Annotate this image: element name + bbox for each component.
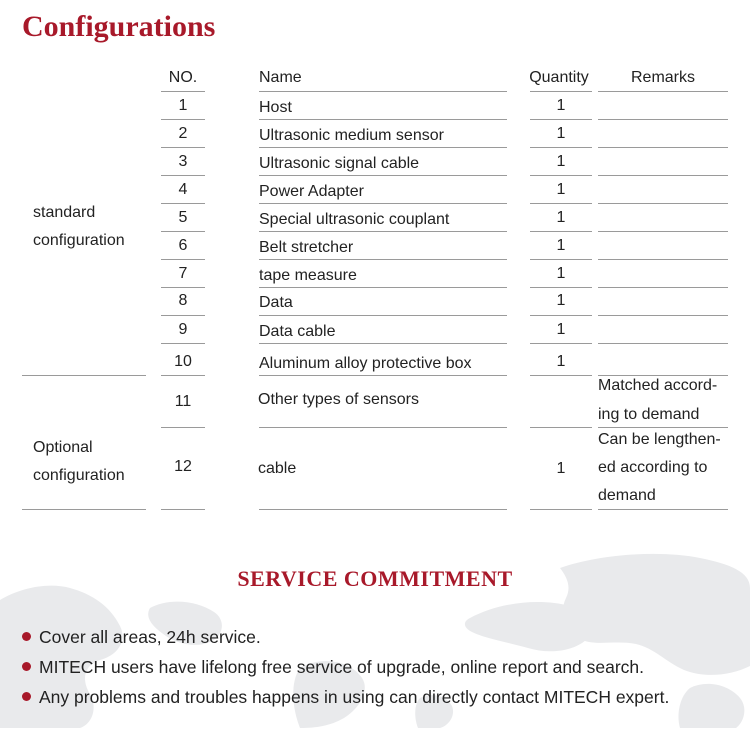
table-rule [259,375,507,376]
table-rule [598,509,728,510]
row-name: Ultrasonic medium sensor [259,127,444,144]
row-name: Host [259,99,292,116]
row-number: 6 [178,237,188,254]
row-name: Data cable [259,323,336,340]
table-rule [259,343,507,344]
table-rule [259,91,507,92]
table-rule [161,259,205,260]
row-remarks-line: demand [598,487,656,504]
table-rule [161,231,205,232]
row-remarks-line: Can be lengthen- [598,431,721,448]
bullet-icon [22,632,31,641]
table-rule [598,147,728,148]
row-name: Special ultrasonic couplant [259,211,450,228]
table-rule [530,287,592,288]
table-rule [530,147,592,148]
row-name: Other types of sensors [258,391,419,408]
table-rule [598,315,728,316]
table-rule [530,203,592,204]
row-number: 1 [178,97,188,114]
bullet-icon [22,692,31,701]
table-rule [530,375,592,376]
table-rule [598,343,728,344]
table-rule [259,175,507,176]
table-rule [598,259,728,260]
table-rule [530,175,592,176]
group-divider [22,375,146,376]
table-rule [161,427,205,428]
header-quantity: Quantity [529,69,589,86]
row-number: 3 [178,153,188,170]
service-item: Any problems and troubles happens in using can directly contact MITECH expert. [22,686,669,708]
table-rule [259,259,507,260]
row-number: 10 [174,353,192,370]
row-number: 11 [174,393,192,410]
row-quantity: 1 [556,125,566,142]
table-rule [530,315,592,316]
row-name: tape measure [259,267,357,284]
group-divider [22,509,146,510]
row-quantity: 1 [556,153,566,170]
table-rule [530,343,592,344]
row-name: Data [259,294,293,311]
group-standard-line2: configuration [33,232,125,249]
row-name: cable [258,460,297,477]
row-quantity: 1 [556,237,566,254]
table-rule [161,175,205,176]
table-rule [259,287,507,288]
table-rule [598,91,728,92]
service-title: SERVICE COMMITMENT [237,566,513,591]
row-quantity: 1 [556,321,566,338]
group-optional-line2: configuration [33,467,125,484]
table-rule [259,427,507,428]
table-rule [598,175,728,176]
row-quantity: 1 [556,292,566,309]
table-rule [530,231,592,232]
header-name: Name [259,69,302,86]
row-name: Power Adapter [259,183,364,200]
row-name: Ultrasonic signal cable [259,155,420,172]
row-number: 12 [174,458,192,475]
table-rule [598,203,728,204]
table-rule [161,509,205,510]
table-rule [530,259,592,260]
table-rule [530,509,592,510]
row-number: 2 [178,125,188,142]
page-title: Configurations [22,10,216,43]
table-rule [530,119,592,120]
table-rule [598,231,728,232]
table-rule [259,315,507,316]
row-quantity: 1 [556,97,566,114]
row-number: 8 [178,292,188,309]
table-rule [598,119,728,120]
row-quantity: 1 [556,265,566,282]
service-item: MITECH users have lifelong free service of upgrade, online report and search. [22,656,644,678]
table-rule [598,427,728,428]
service-item: Cover all areas, 24h service. [22,626,261,648]
table-rule [161,119,205,120]
table-rule [259,119,507,120]
table-rule [161,147,205,148]
row-remarks-line: Matched accord- [598,377,718,394]
row-remarks-line: ed according to [598,459,708,476]
row-quantity: 1 [556,209,566,226]
table-rule [161,343,205,344]
row-name: Aluminum alloy protective box [259,355,472,372]
table-rule [530,91,592,92]
row-quantity: 1 [556,353,566,370]
table-rule [259,231,507,232]
table-rule [530,427,592,428]
table-rule [259,147,507,148]
row-remarks-line: ing to demand [598,406,700,423]
row-number: 9 [178,321,188,338]
row-number: 5 [178,209,188,226]
table-rule [161,91,205,92]
table-rule [259,509,507,510]
table-rule [161,315,205,316]
row-quantity: 1 [556,181,566,198]
table-rule [259,203,507,204]
table-rule [161,203,205,204]
group-standard-line1: standard [33,204,96,221]
table-rule [161,375,205,376]
table-rule [161,287,205,288]
group-optional-line1: Optional [33,439,93,456]
header-no: NO. [168,69,198,86]
row-number: 7 [178,265,188,282]
row-name: Belt stretcher [259,239,354,256]
bullet-icon [22,662,31,671]
row-quantity: 1 [556,460,566,477]
table-rule [598,287,728,288]
header-remarks: Remarks [630,69,695,86]
row-number: 4 [178,181,188,198]
